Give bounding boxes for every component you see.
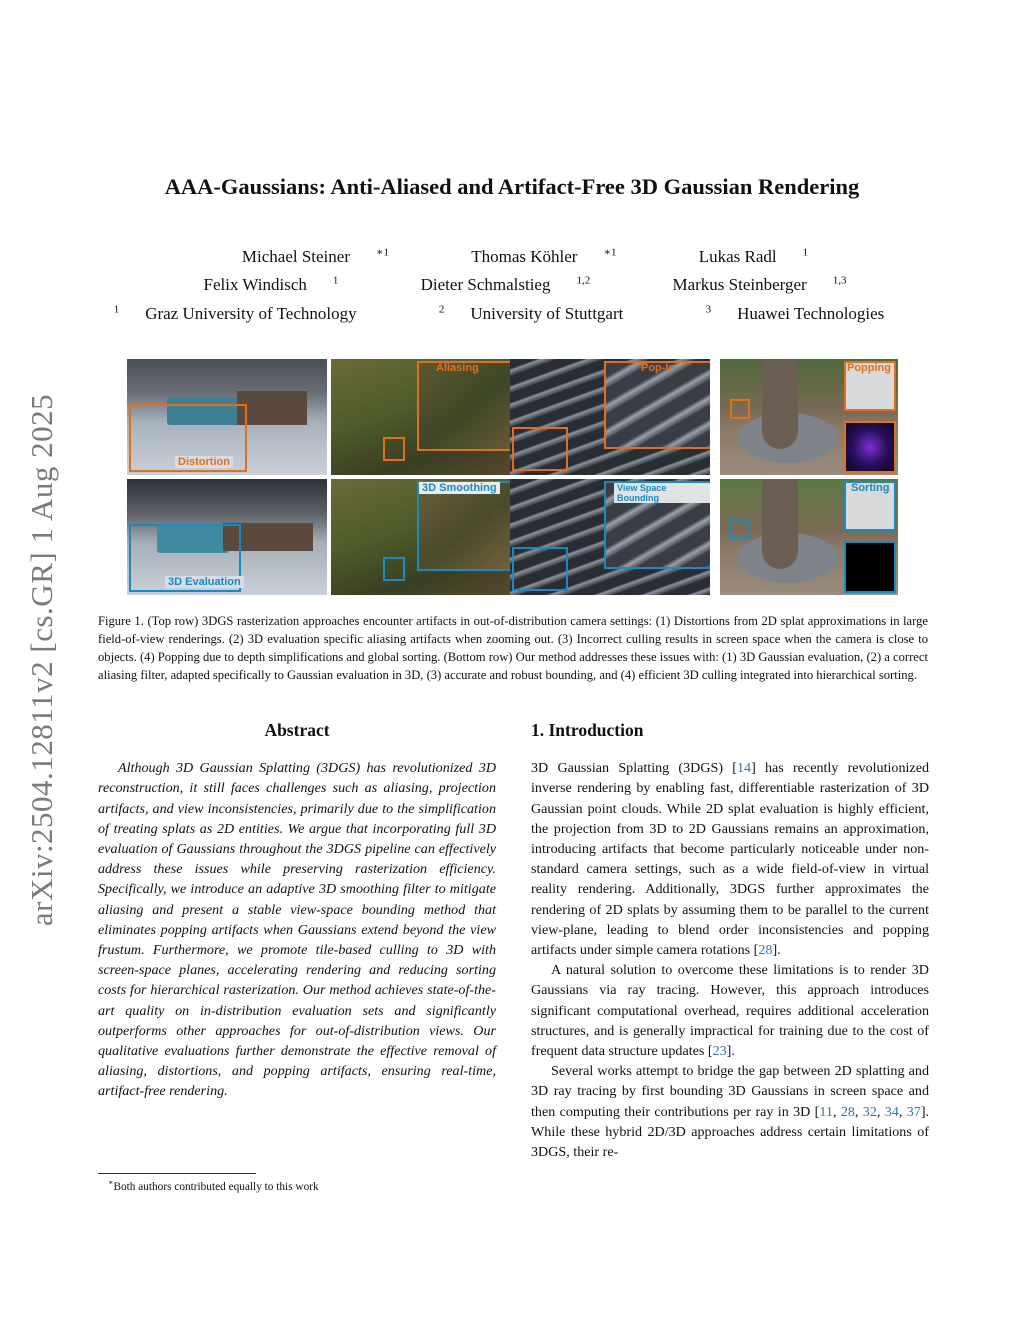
vase-shape <box>762 359 798 449</box>
popping-label: Popping <box>847 362 891 374</box>
author-block <box>0 240 1024 326</box>
truck-3d-evaluation-image <box>127 479 327 595</box>
introduction-heading: 1. Introduction <box>531 720 644 740</box>
abstract-column <box>98 720 496 1102</box>
author: Dieter Schmalstieg $^{1,2}$ <box>420 274 591 295</box>
evaluation-label: 3D Evaluation <box>165 576 244 588</box>
fence-view-space-bounding-image <box>510 479 710 595</box>
aliasing-label: Aliasing <box>436 362 479 374</box>
popping-diff-inset <box>844 421 896 473</box>
citation-link[interactable]: 14 <box>736 760 752 777</box>
vase-popping-image <box>720 359 898 475</box>
citation-link[interactable]: 28 <box>840 1103 855 1120</box>
citation-link[interactable]: 34 <box>884 1103 899 1120</box>
abstract-text: Although 3D Gaussian Splatting (3DGS) has revolutionized 3D reconstruction, it still faces challenges such as aliasing, projection artifacts, and view inconsistencies, primarily due to the simplification of treating splats as 2D entities. We argue that incorporating full 3D evaluation of Gaussians throughout the 3DGS pipeline can effectively address these issues while preserving rasterization efficiency. Specifically, we introduce an adaptive 3D smoothing filter to mitigate aliasing and present a stable view-space bounding method that eliminates popping artifacts when Gaussians extend beyond the view frustum. Furthermore, we promote tile-based culling to 3D with screen-space planes, accelerating rendering and reducing sorting costs for hierarchical rasterization. Our method achieves state-of-the-art quality on in-distribution evaluation sets and significantly outperforms other approaches for out-of-distribution views. Our qualitative evaluations further demonstrate the effective removal of aliasing, distortions, and popping artifacts, ensuring real-time, artifact-free rendering. <box>98 760 496 1100</box>
vase-sorting-image <box>720 479 898 595</box>
sorting-zoom-box <box>730 519 750 539</box>
arxiv-identifier: arXiv:2504.12811v2 [cs.GR] 1 Aug 2025 <box>24 393 59 927</box>
sorting-diff-inset <box>844 541 896 593</box>
footnote-rule <box>98 1173 256 1174</box>
abstract-heading: Abstract <box>264 720 330 740</box>
introduction-column <box>531 720 929 1162</box>
citation-link[interactable]: 37 <box>906 1103 921 1120</box>
affiliation: $^2$ University of Stuttgart <box>438 303 624 323</box>
truck-bed <box>237 391 307 425</box>
forest-3d-smoothing-image <box>331 479 531 595</box>
smoothing-zoom-box <box>383 557 405 581</box>
bounding-label: View Space Bounding <box>614 483 710 503</box>
author-row-1 <box>0 240 1024 269</box>
author: Markus Steinberger $^{1,3}$ <box>672 274 847 295</box>
forest-aliasing-image <box>331 359 531 475</box>
citation-link[interactable]: 23 <box>712 1043 727 1060</box>
affiliation-row <box>0 297 1024 326</box>
author: Felix Windisch $^1$ <box>203 274 339 295</box>
citation-link[interactable]: 28 <box>758 942 773 959</box>
vase-shape <box>762 479 798 569</box>
affiliation: $^3$ Huawei Technologies <box>705 303 885 323</box>
affiliation: $^1$ Graz University of Technology <box>113 303 357 323</box>
popping-zoom-box <box>730 399 750 419</box>
citation-link[interactable]: 32 <box>862 1103 877 1120</box>
smoothing-label: 3D Smoothing <box>419 482 500 494</box>
fence-popin-image <box>510 359 710 475</box>
author: Lukas Radl $^1$ <box>698 246 809 266</box>
distortion-label: Distortion <box>175 456 233 468</box>
popin-label: Pop-In <box>641 362 676 374</box>
popin-zoom-box <box>512 427 568 471</box>
author: Thomas Köhler $^{∗1}$ <box>471 246 617 266</box>
intro-paragraph-1: 3D Gaussian Splatting (3DGS) [14] has recently revolutionized inverse rendering by enabling fast, differentiable rasterization of 3D Gaussian point clouds. While 2D splat evaluation is highly efficient, the projection from 3D to 2D Gaussians remains an approximation, introducing artifacts that become particularly noticeable under non-standard camera settings, such as a wide field-of-view in virtual reality rendering. Additionally, 3DGS further approximates the rendering of 2D splats by assuming them to be parallel to the current view-plane, leading to blend order inconsistencies and popping artifacts under simple camera rotations [28]. <box>531 760 929 959</box>
truck-distortion-image <box>127 359 327 475</box>
popin-inset <box>604 361 710 449</box>
paper-title: AAA-Gaussians: Anti-Aliased and Artifact-Free 3D Gaussian Rendering <box>164 174 860 199</box>
aliasing-zoom-box <box>383 437 405 461</box>
author-row-2 <box>0 269 1024 298</box>
bounding-zoom-box <box>512 547 568 591</box>
teaser-figure <box>127 359 898 595</box>
citation-link[interactable]: 11 <box>819 1103 833 1120</box>
footnote: ∗Both authors contributed equally to this work <box>108 1178 319 1193</box>
figure-caption: Figure 1. (Top row) 3DGS rasterization approaches encounter artifacts in out-of-distribution camera settings: (1) Distortions from 2D splat approximations in large field-of-view renderings. (2) 3D evaluation specific aliasing artifacts when zooming out. (3) Incorrect culling results in screen space when the camera is close to objects. (4) Popping due to depth simplifications and global sorting. (Bottom row) Our method addresses these issues with: (1) 3D Gaussian evaluation, (2) a correct aliasing filter, adapted specifically to Gaussian evaluation in 3D, (3) accurate and robust bounding, and (4) efficient 3D culling integrated into hierarchical sorting. <box>98 614 928 682</box>
sorting-label: Sorting <box>851 482 890 494</box>
intro-paragraph-3: Several works attempt to bridge the gap between 2D splatting and 3D ray tracing by first bounding 3D Gaussians in screen space and then computing their contributions per ray in 3D [11, 28, 32, 34, 37]. While these hybrid 2D/3D approaches address certain limitations of 3DGS, their re- <box>531 1063 930 1161</box>
intro-paragraph-2: A natural solution to overcome these limitations is to render 3D Gaussians via ray tracing. However, this approach introduces significant computational overhead, requires additional acceleration structures, and is generally impractical for training due to the cost of frequent data structure updates [23]. <box>531 962 929 1060</box>
author: Michael Steiner $^{∗1}$ <box>241 246 389 266</box>
